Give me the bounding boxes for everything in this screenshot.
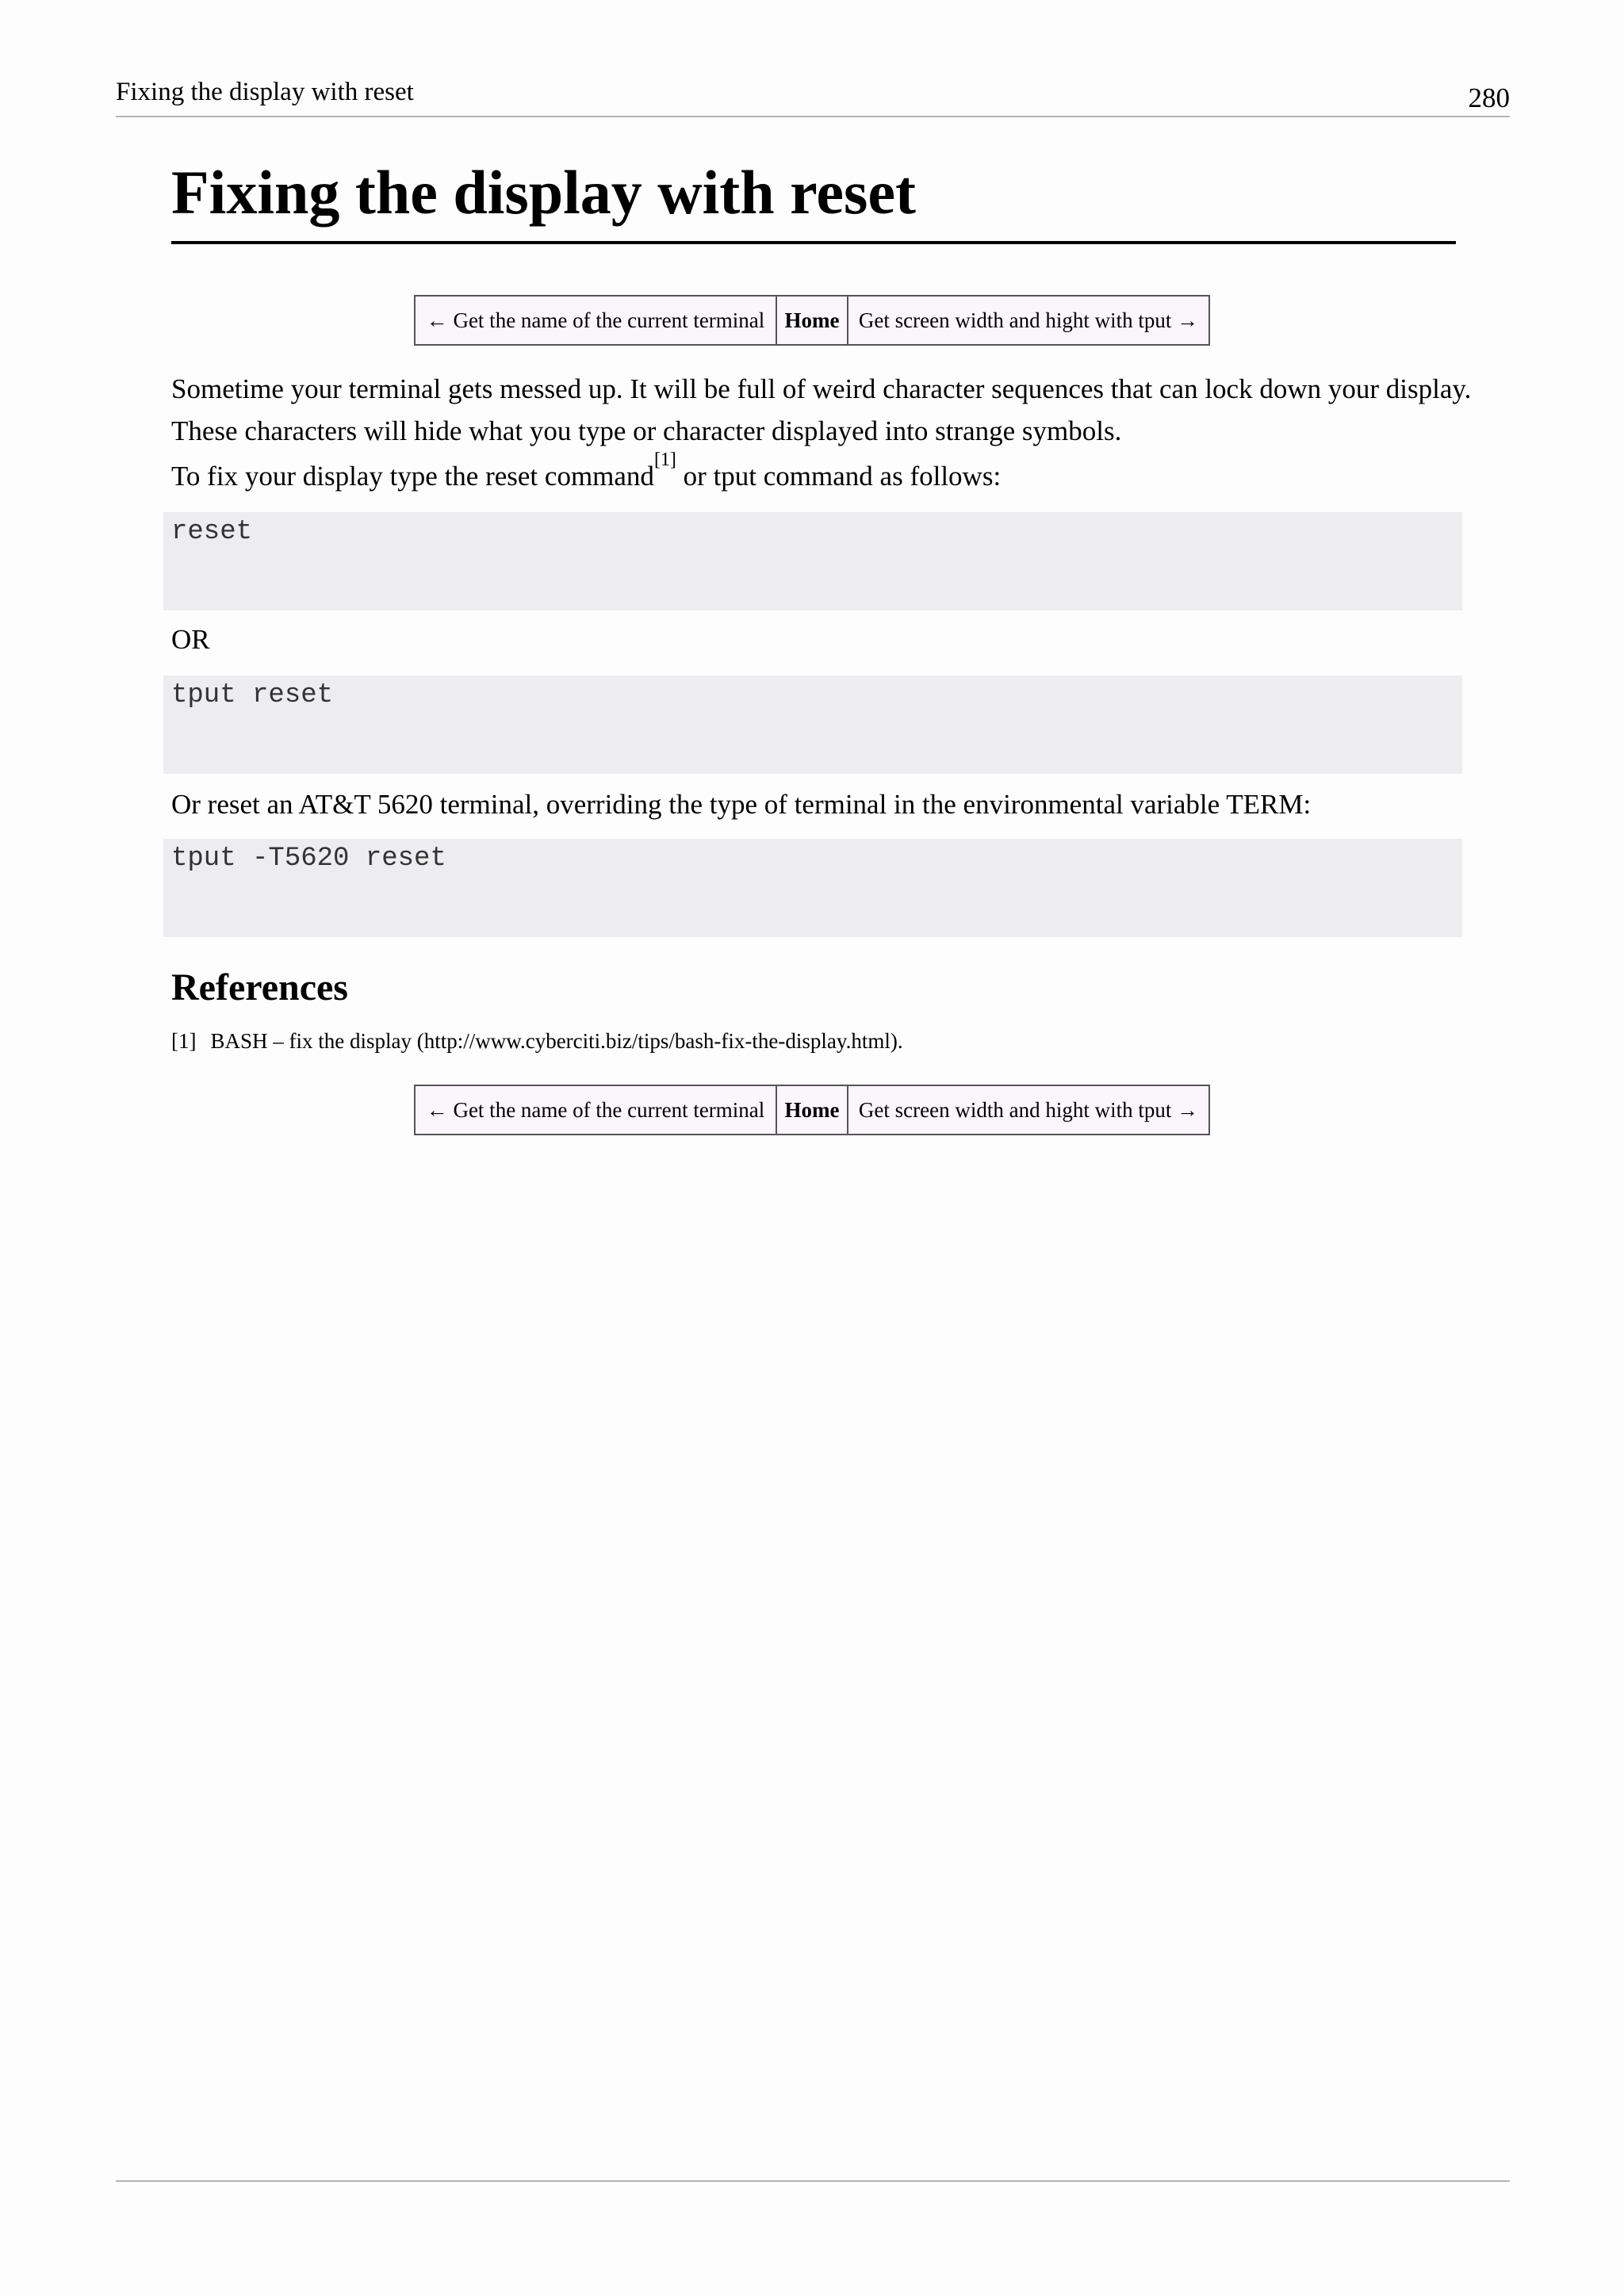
nav-home-link[interactable]: Home — [777, 297, 848, 344]
intro-line-1: Sometime your terminal gets messed up. It will be full of weird character sequences that can lock down your display. — [171, 373, 1472, 404]
footnote-ref-1[interactable]: [1] — [653, 450, 676, 470]
navbox-top — [414, 295, 1210, 346]
footer-rule — [116, 2180, 1510, 2182]
code-block-reset: reset — [163, 512, 1462, 610]
nav-next-link[interactable]: Get screen width and hight with tput → — [858, 308, 1199, 332]
article-title: Fixing the display with reset — [171, 160, 1456, 244]
running-header — [116, 76, 1510, 117]
running-title: Fixing the display with reset — [116, 78, 414, 106]
fix-text-after: or tput command as follows: — [676, 461, 1002, 492]
nav-home-link[interactable]: Home — [777, 1086, 848, 1134]
page-number: 280 — [1468, 82, 1510, 113]
reference-number: [1] — [171, 1029, 197, 1053]
intro-line-2: These characters will hide what you type or character displayed into strange symbols. — [171, 415, 1122, 446]
nav-prev-link[interactable]: ← Get the name of the current terminal — [416, 1086, 777, 1134]
nav-next-link[interactable]: Get screen width and hight with tput → — [858, 1097, 1199, 1122]
reference-item — [171, 1029, 903, 1054]
code-block-tput-reset: tput reset — [163, 675, 1462, 774]
or-text: OR — [171, 624, 210, 655]
fix-text-before: To fix your display type the reset command — [171, 461, 654, 492]
nav-prev-link[interactable]: ← Get the name of the current terminal — [416, 297, 777, 344]
navbox-bottom — [414, 1085, 1210, 1135]
fix-paragraph — [171, 450, 1472, 497]
references-heading: References — [171, 966, 348, 1008]
code-block-tput-t5620: tput -T5620 reset — [163, 839, 1462, 937]
reference-text[interactable]: BASH – fix the display (http://www.cyberciti.biz/tips/bash-fix-the-display.html). — [210, 1029, 903, 1053]
intro-paragraph — [171, 368, 1472, 452]
att-paragraph: Or reset an AT&T 5620 terminal, overriding the type of terminal in the environmental variable TERM: — [171, 789, 1312, 820]
